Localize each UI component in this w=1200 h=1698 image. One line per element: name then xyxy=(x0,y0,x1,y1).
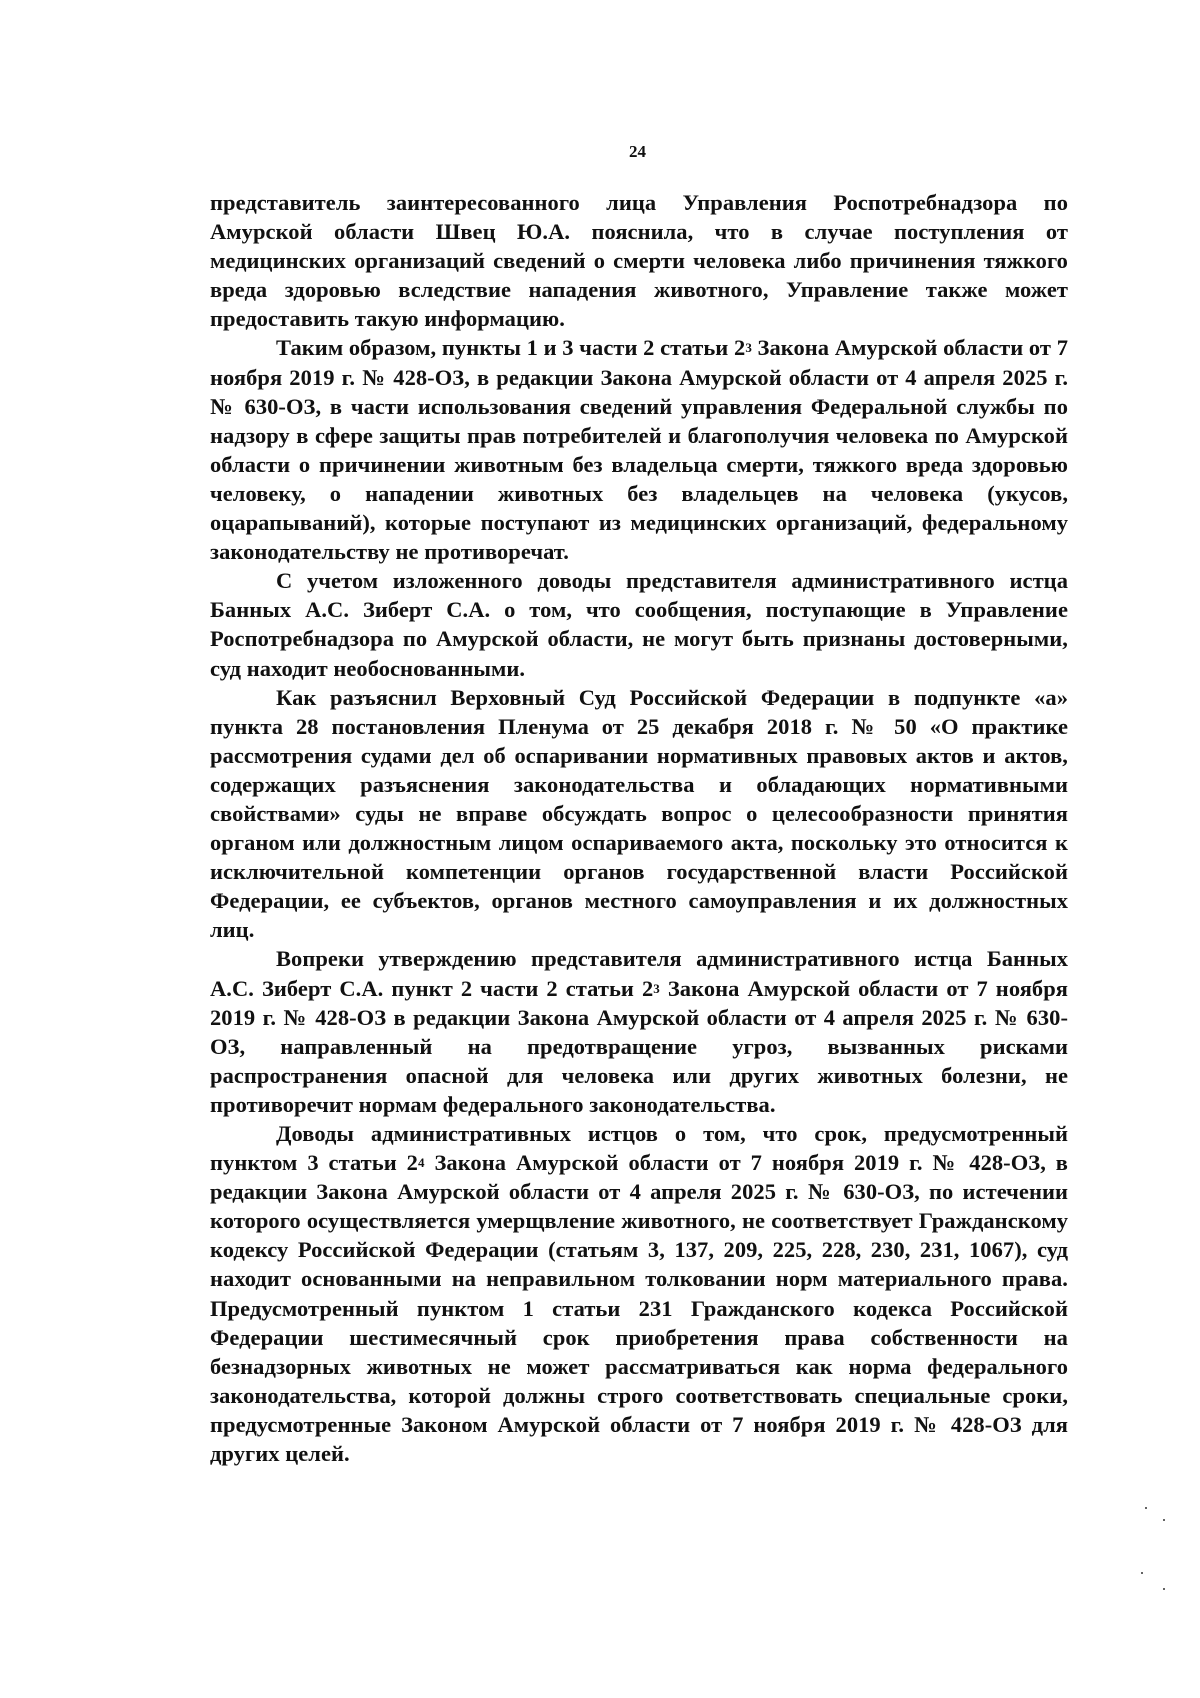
paragraph xyxy=(210,944,1068,1119)
scan-speck xyxy=(1141,1572,1143,1574)
paragraph-text: Закона Амурской области от 7 ноября 2019 г. № 428-ОЗ, в редакции Закона Амурской области от 4 апреля 2025 г. № 630-ОЗ, по истечении которого осуществляется умерщвление животного, не соответствует Гражданскому кодексу Российской Федерации (статьям 3, 137, 209, 225, 228, 230, 231, 1067), суд находит основанными на неправильном толковании норм материального права. Предусмотренный пунктом 1 статьи 231 Гражданского кодекса Российской Федерации шестимесячный срок приобретения права собственности на безнадзорных животных не может рассматриваться как норма федерального законодательства, которой должны строго соответствовать специальные сроки, предусмотренные Законом Амурской области от 7 ноября 2019 г. № 428-ОЗ для других целей. xyxy=(210,1150,1068,1467)
paragraph-text: Закона Амурской области от 7 ноября 2019 г. № 428-ОЗ в редакции Закона Амурской области от 4 апреля 2025 г. № 630-ОЗ, направленный на предотвращение угроз, вызванных рисками распространения опасной для человека или других животных болезни, не противоречит нормам федерального законодательства. xyxy=(210,975,1068,1117)
scan-speck xyxy=(1163,1519,1165,1521)
paragraph-text: Закона Амурской области от 7 ноября 2019 г. № 428-ОЗ, в редакции Закона Амурской области от 4 апреля 2025 г. № 630-ОЗ, в части использования сведений управления Федеральной службы по надзору в сфере защиты прав потребителей и благополучия человека по Амурской области о причинении животным без владельца смерти, тяжкого вреда здоровью человеку, о нападении животных без владельцев на человека (укусов, оцарапываний), которые поступают из медицинских организаций, федеральному законодательству не противоречат. xyxy=(210,335,1068,565)
page-number: 24 xyxy=(629,142,646,161)
paragraph xyxy=(210,188,1068,333)
paragraph-text: представитель заинтересованного лица Управления Роспотребнадзора по Амурской области Швец Ю.А. пояснила, что в случае поступления от медицинских организаций сведений о смерти человека либо причинения тяжкого вреда здоровью вследствие нападения животного, Управление также может предоставить такую информацию. xyxy=(210,190,1068,332)
paragraph-text: С учетом изложенного доводы представителя административного истца Банных А.С. Зиберт С.А. о том, что сообщения, поступающие в Управление Роспотребнадзора по Амурской области, не могут быть признаны достоверными, суд находит необоснованными. xyxy=(210,568,1068,681)
paragraph xyxy=(210,683,1068,945)
paragraph-text: Вопреки утверждению представителя административного истца Банных А.С. Зиберт С.А. пункт 2 части 2 статьи 2 xyxy=(210,946,1068,1001)
superscript: 3 xyxy=(745,340,752,356)
paragraph-text: Таким образом, пункты 1 и 3 части 2 статьи 2 xyxy=(276,335,746,361)
superscript: 4 xyxy=(417,1155,425,1171)
scan-speck xyxy=(1163,1588,1165,1590)
document-body xyxy=(210,188,1068,1468)
paragraph xyxy=(210,333,1068,566)
paragraph-text: Доводы административных истцов о том, что срок, предусмотренный пунктом 3 статьи 2 xyxy=(210,1121,1068,1176)
paragraph xyxy=(210,566,1068,682)
paragraph xyxy=(210,1119,1068,1468)
superscript: 3 xyxy=(653,980,660,996)
scan-speck xyxy=(1145,1507,1147,1509)
paragraph-text: Как разъяснил Верховный Суд Российской Федерации в подпункте «а» пункта 28 постановления Пленума от 25 декабря 2018 г. № 50 «О практике рассмотрения судами дел об оспаривании нормативных правовых актов и актов, содержащих разъяснения законодательства и обладающих нормативными свойствами» суды не вправе обсуждать вопрос о целесообразности принятия органом или должностным лицом оспариваемого акта, поскольку это относится к исключительной компетенции органов государственной власти Российской Федерации, ее субъектов, органов местного самоуправления и их должностных лиц. xyxy=(210,684,1068,943)
